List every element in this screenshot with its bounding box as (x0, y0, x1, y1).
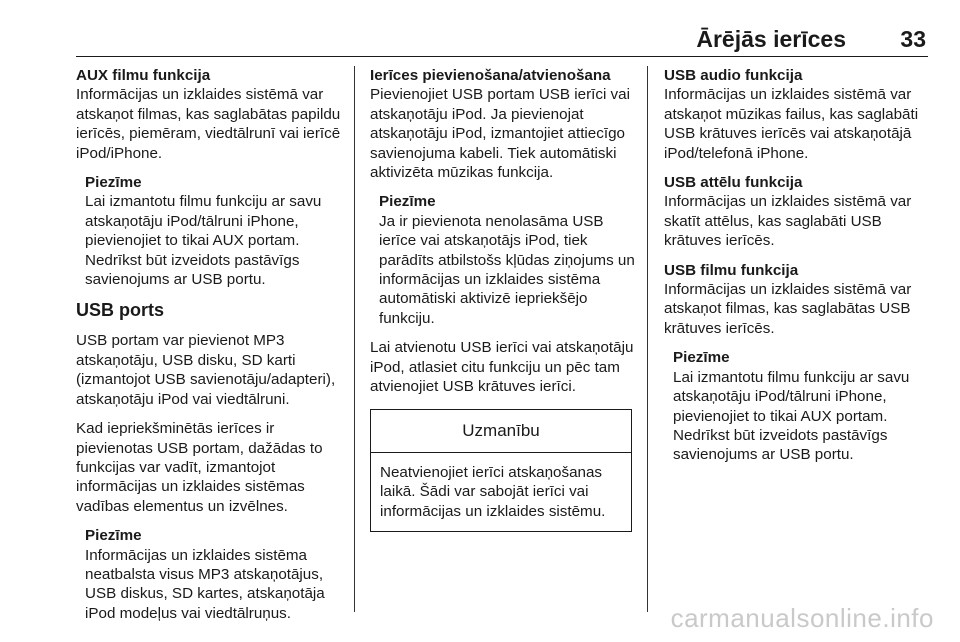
column-right (664, 66, 930, 475)
note-label: Piezīme (85, 174, 142, 192)
connect-heading: Ierīces pievienošana/atvienošana (370, 67, 611, 84)
usb-film-heading: USB filmu funkcija (664, 261, 799, 279)
note-label: Piezīme (85, 527, 142, 545)
column-left (76, 66, 344, 633)
caution-text: Neatvienojiet ierīci atskaņošanas laikā. Šādi var sabojāt ierīci vai informācijas un izklaides sistēmu. (380, 463, 606, 520)
usb-film-text: Informācijas un izklaides sistēmā var atskaņot filmas, kas saglabātas USB krātuves ierīcēs. (664, 281, 912, 337)
disconnect-text: Lai atvienotu USB ierīci vai atskaņotāju iPod, atlasiet citu funkciju un pēc tam atvienojiet USB krātuves ierīci. (370, 339, 634, 396)
caution-box (370, 409, 632, 533)
aux-film-text: Informācijas un izklaides sistēmā var atskaņot filmas, kas saglabātas papildu ierīcēs, piemēram, viedtālrunī vai ierīcē iPod/iPhone. (76, 86, 341, 162)
usb-ports-text: USB portam var pievienot MP3 atskaņotāju, USB disku, SD karti (izmantojot USB savienotāju/adapteri), atskaņotāju iPod vai viedtālruni. (76, 332, 336, 408)
connect-text: Pievienojiet USB portam USB ierīci vai atskaņotāju iPod. Ja pievienojat atskaņotāju iPod, izmantojiet attiecīgo savienojuma kabeli. Tiek automātiski aktivizēta mūzikas funkcija. (370, 86, 630, 182)
note-text: Lai izmantotu filmu funkciju ar savu atskaņotāju iPod/tālruni iPhone, pievienojiet to tikai AUX portam. Nedrīkst būt izveidots pastāvīgs savienojums ar USB portu. (673, 368, 910, 464)
section-title: Ārējās ierīces (696, 26, 846, 52)
note-block (370, 192, 636, 328)
usb-audio-heading: USB audio funkcija (664, 67, 803, 84)
note-text: Ja ir pievienota nenolasāma USB ierīce vai atskaņotājs iPod, tiek parādīts atbilstošs kļūdas ziņojums un informācijas un izklaides sistēma automātiski aktivizē iepriekšējo funkciju. (379, 212, 635, 327)
watermark: carmanualsonline.info (670, 603, 934, 633)
column-divider (354, 66, 355, 612)
usb-ports-text-2: Kad iepriekšminētās ierīces ir pievienotas USB portam, dažādas to funkcijas var vadīt, izmantojot informācijas un izklaides sistēmas vadības elementus un izvēlnes. (76, 420, 323, 515)
page-header (76, 0, 928, 57)
note-label: Piezīme (673, 349, 730, 367)
note-block (76, 526, 344, 623)
note-block (664, 348, 930, 464)
page-number: 33 (900, 26, 926, 52)
note-text: Informācijas un izklaides sistēma neatbalsta visus MP3 atskaņotājus, USB diskus, SD kartes, atskaņotāja iPod modeļus vai viedtālruņus. (85, 546, 325, 622)
usb-ports-heading: USB ports (76, 300, 165, 321)
note-block (76, 173, 344, 289)
usb-photo-text: Informācijas un izklaides sistēmā var skatīt attēlus, kas saglabāti USB krātuves ierīcēs. (664, 193, 912, 250)
note-label: Piezīme (379, 193, 436, 211)
usb-photo-heading: USB attēlu funkcija (664, 174, 803, 192)
column-divider (647, 66, 648, 612)
column-middle (370, 66, 636, 532)
note-text: Lai izmantotu filmu funkciju ar savu atskaņotāju iPod/tālruni iPhone, pievienojiet to tikai AUX portam. Nedrīkst būt izveidots pastāvīgs savienojums ar USB portu. (85, 193, 322, 289)
aux-film-heading: AUX filmu funkcija (76, 67, 211, 84)
usb-audio-text: Informācijas un izklaides sistēmā var atskaņot mūzikas failus, kas saglabāti USB krātuves ierīcēs vai atskaņotājā iPod/telefonā iPhone. (664, 86, 919, 162)
caution-title: Uzmanību (371, 410, 631, 453)
